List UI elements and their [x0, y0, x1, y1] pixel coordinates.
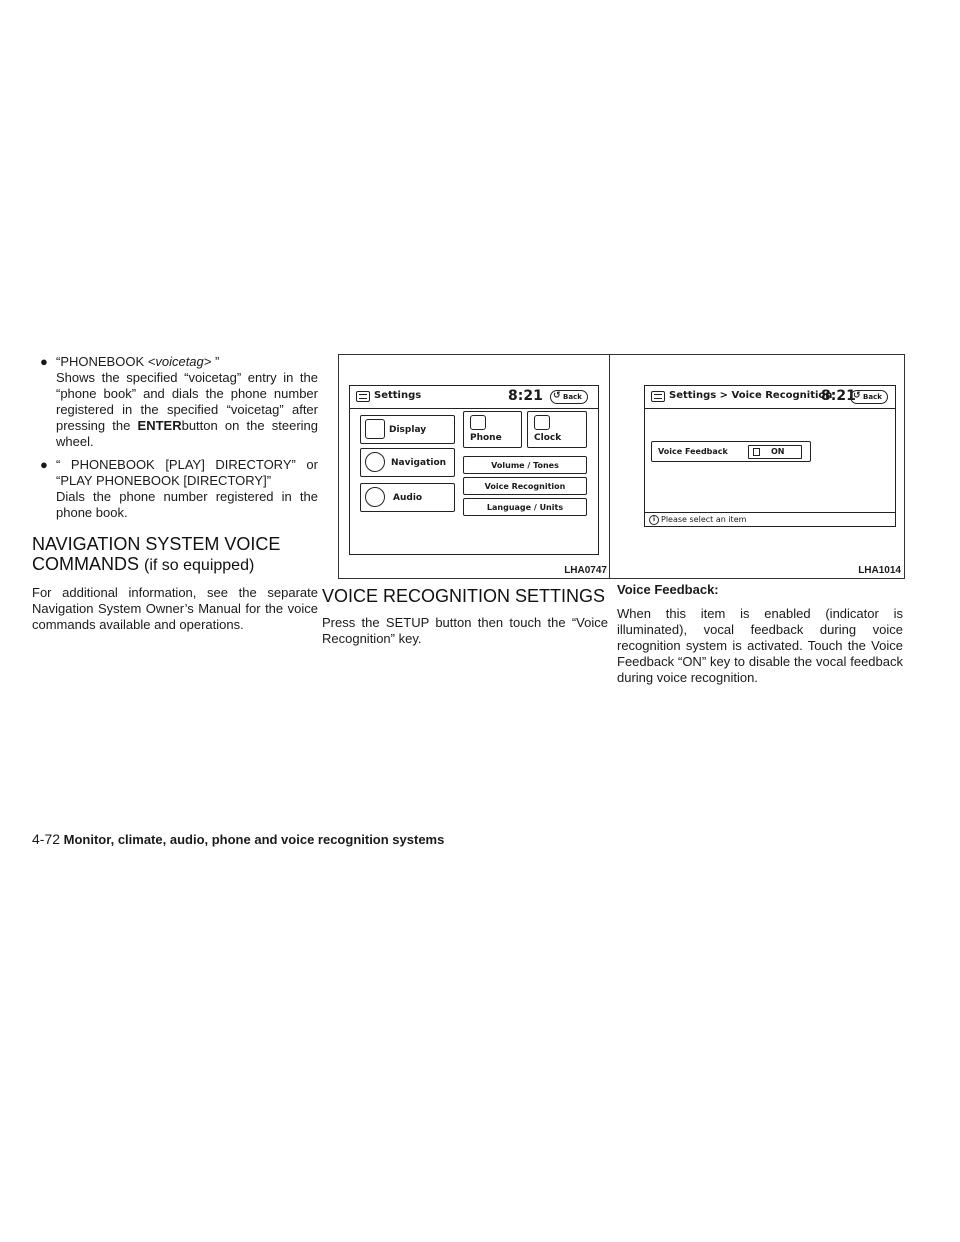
- settings-screen-figure: [338, 354, 611, 579]
- navigation-commands-heading: NAVIGATION SYSTEM VOICE COMMANDS (if so equipped): [32, 534, 281, 574]
- menu-icon: [356, 391, 370, 402]
- display-icon: [365, 419, 385, 439]
- display-button[interactable]: Display: [360, 415, 455, 444]
- voice-recognition-settings-paragraph: Press the SETUP button then touch the “Voice Recognition” key.: [322, 615, 608, 646]
- page-footer: [32, 831, 444, 847]
- voice-recognition-screen: [644, 385, 896, 527]
- audio-icon: [365, 487, 385, 507]
- enter-key-term: ENTER: [137, 418, 182, 433]
- voice-feedback-subheading: Voice Feedback:: [617, 582, 719, 597]
- voice-feedback-on-button[interactable]: ON: [748, 445, 802, 459]
- navigation-icon: [365, 452, 385, 472]
- voice-feedback-paragraph: When this item is enabled (indicator is illuminated), vocal feedback during voice recognition system is activated. Touch the Voice Feedback “ON” key to disable the vocal feedback during voice recognition.: [617, 606, 903, 685]
- audio-button[interactable]: Audio: [360, 483, 455, 512]
- settings-screen: [349, 385, 599, 555]
- indicator-icon: [753, 448, 760, 456]
- phone-icon: [470, 415, 486, 430]
- voice-feedback-row: Voice Feedback ON: [651, 441, 811, 462]
- clock-icon: [534, 415, 550, 430]
- bullet-dot-icon: ●: [40, 354, 48, 369]
- bullet-phonebook-voicetag: ● “PHONEBOOK <voicetag> ” Shows the specified “voicetag” entry in the “phone book” and dials the phone number registered in the specified “voicetag” after pressing the ENTERbutton on the steering wheel.: [40, 354, 318, 449]
- voice-recognition-settings-heading: VOICE RECOGNITION SETTINGS: [322, 586, 606, 606]
- figure-caption: LHA1014: [858, 565, 901, 576]
- voice-recognition-screen-figure: [609, 354, 905, 579]
- phone-button[interactable]: Phone: [463, 411, 522, 448]
- bullet-dot-icon: ●: [40, 457, 48, 472]
- left-column: [32, 354, 318, 633]
- back-button[interactable]: ↺ Back: [850, 390, 888, 404]
- screen-title-bar: Settings 8:21 ↺ Back: [350, 386, 598, 409]
- back-button[interactable]: ↺ Back: [550, 390, 588, 404]
- page-number: 4-72: [32, 831, 61, 847]
- language-units-button[interactable]: Language / Units: [463, 498, 587, 516]
- figure-caption: LHA0747: [564, 565, 607, 576]
- navigation-commands-paragraph: For additional information, see the separate Navigation System Owner’s Manual for the voice commands available and operations.: [32, 585, 318, 632]
- bullet-phonebook-directory: ● “ PHONEBOOK [PLAY] DIRECTORY” or “PLAY PHONEBOOK [DIRECTORY]” Dials the phone number registered in the phone book.: [40, 457, 318, 520]
- clock-button[interactable]: Clock: [527, 411, 587, 448]
- clock-time: 8:21: [508, 388, 543, 404]
- screen-title-bar: Settings > Voice Recognition 8:21 ↺ Back: [645, 386, 895, 409]
- menu-icon: [651, 391, 665, 402]
- clock-time: 8:21: [821, 388, 856, 404]
- voicetag-term: <voicetag>: [147, 354, 212, 369]
- volume-tones-button[interactable]: Volume / Tones: [463, 456, 587, 474]
- info-icon: i: [649, 515, 659, 525]
- status-bar: i Please select an item: [645, 512, 895, 526]
- right-column: [617, 582, 903, 686]
- chapter-title: Monitor, climate, audio, phone and voice recognition systems: [63, 832, 445, 847]
- voice-recognition-button[interactable]: Voice Recognition: [463, 477, 587, 495]
- middle-column: [322, 586, 608, 647]
- navigation-button[interactable]: Navigation: [360, 448, 455, 477]
